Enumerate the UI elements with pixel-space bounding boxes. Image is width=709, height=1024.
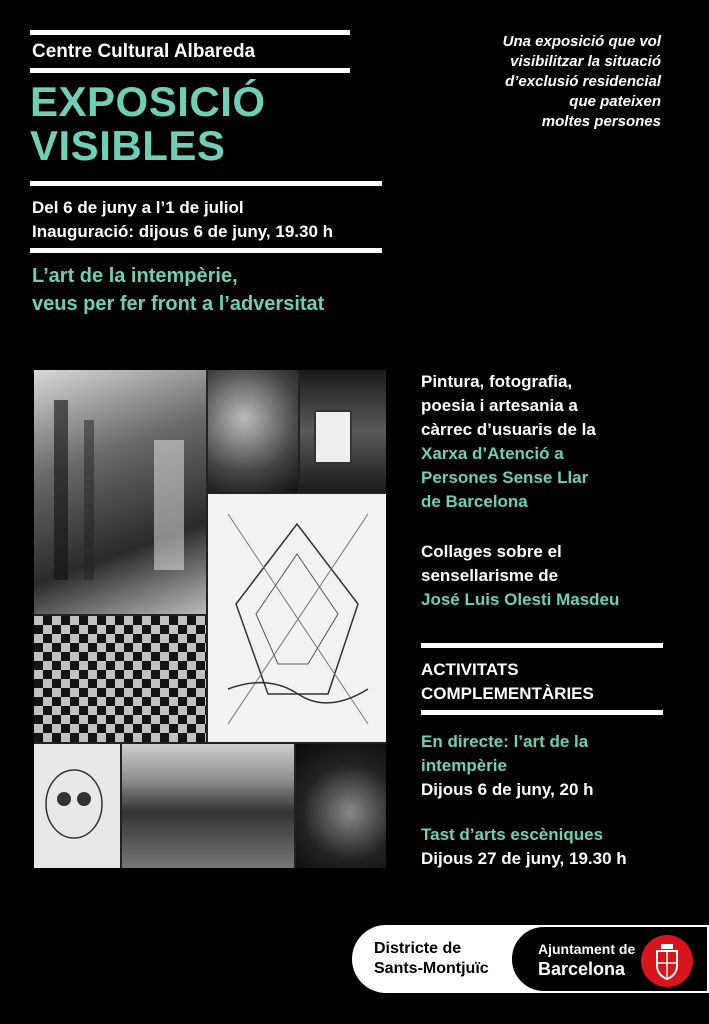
subtitle-line-1: L’art de la intempèrie,: [32, 265, 238, 287]
activity-title: En directe: l’art de la: [421, 732, 589, 751]
activities-bottom-rule: [421, 710, 663, 715]
dates-line-2: Inauguració: dijous 6 de juny, 19.30 h: [32, 222, 334, 241]
photo-collage: [34, 370, 386, 868]
network-name-line: Persones Sense Llar: [421, 468, 589, 487]
mural-photo: [208, 370, 298, 492]
tagline-line: Una exposició que vol: [502, 33, 661, 50]
activity-item: [421, 823, 627, 871]
network-name-line: de Barcelona: [421, 492, 528, 511]
collages-author: José Luis Olesti Masdeu: [421, 590, 620, 609]
activity-title: intempèrie: [421, 756, 507, 775]
description-line: Pintura, fotografia,: [421, 372, 573, 391]
top-rule-1: [30, 30, 350, 35]
activities-heading: [421, 658, 594, 706]
tagline: [431, 32, 661, 132]
subtitle-line-2: veus per fer front a l’adversitat: [32, 293, 325, 315]
top-rule-2: [30, 68, 350, 73]
district-logo-line-2: Sants-Montjuïc: [374, 960, 489, 977]
tagline-line: visibilitzar la situació: [510, 53, 661, 70]
description-line: poesia i artesania a: [421, 396, 578, 415]
floor-photo: [34, 616, 206, 742]
skull-drawing: [34, 744, 120, 868]
description-line: càrrec d’usuaris de la: [421, 420, 596, 439]
district-logo-line-1: Districte de: [374, 940, 462, 957]
gathering-photo: [296, 744, 386, 868]
title-line-2: VISIBLES: [30, 122, 226, 169]
activities-heading-line: ACTIVITATS: [421, 660, 519, 679]
collages-info: [421, 540, 619, 612]
city-logo-line-1: Ajuntament de: [538, 941, 636, 957]
collages-line: Collages sobre el: [421, 542, 562, 561]
group-photo: [122, 744, 294, 868]
activity-title: Tast d’arts escèniques: [421, 825, 604, 844]
description: [421, 370, 596, 514]
network-name-line: Xarxa d’Atenció a: [421, 444, 564, 463]
activities-heading-line: COMPLEMENTÀRIES: [421, 684, 594, 703]
dates-rule: [30, 248, 382, 253]
tagline-line: moltes persones: [541, 113, 661, 130]
activity-when: Dijous 27 de juny, 19.30 h: [421, 849, 627, 868]
street-photo: [34, 370, 206, 614]
activity-item: [421, 730, 594, 802]
exhibition-dates: [32, 196, 333, 244]
city-logo-line-2: Barcelona: [538, 959, 626, 979]
activity-when: Dijous 6 de juny, 20 h: [421, 780, 594, 799]
title-rule: [30, 181, 382, 186]
title-line-1: EXPOSICIÓ: [30, 78, 266, 125]
venue-name: Centre Cultural Albareda: [32, 41, 256, 62]
tagline-line: que pateixen: [569, 93, 661, 110]
collages-line: sensellarisme de: [421, 566, 559, 585]
activities-top-rule: [421, 643, 663, 648]
tagline-line: d’exclusió residencial: [505, 73, 661, 90]
portrait-photo: [300, 370, 386, 492]
exhibition-title: [30, 80, 266, 168]
barcelona-seal-icon: [641, 935, 693, 987]
drawing-tile: [208, 494, 386, 742]
city-council-logo: [510, 925, 709, 993]
dates-line-1: Del 6 de juny a l’1 de juliol: [32, 198, 244, 217]
institution-logos: [352, 925, 709, 993]
exhibition-subtitle: [32, 262, 324, 318]
